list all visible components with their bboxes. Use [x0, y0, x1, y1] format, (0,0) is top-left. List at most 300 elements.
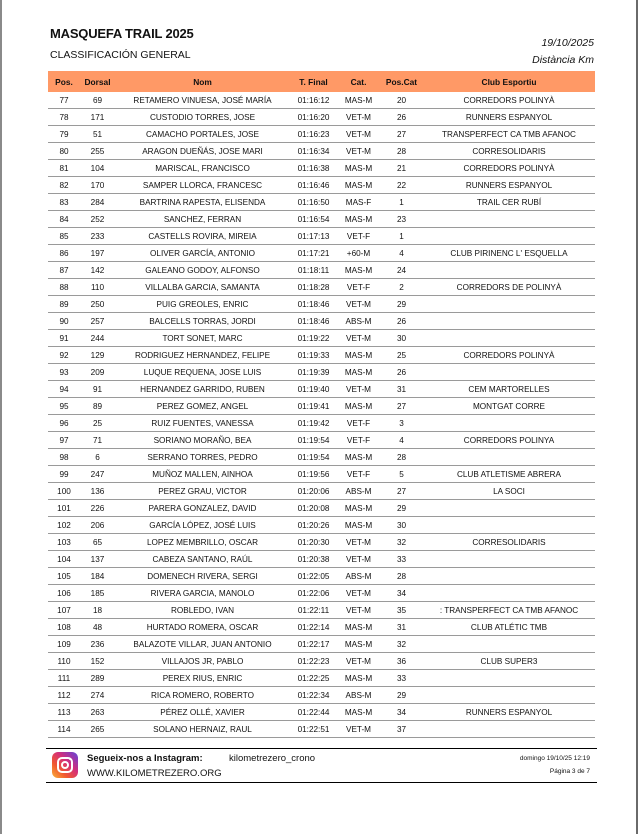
table-header-row — [48, 71, 595, 92]
table-row — [48, 177, 595, 194]
club-cell: RUNNERS ESPANYOL — [423, 109, 595, 126]
category-cell: MAS-M — [337, 636, 380, 653]
time-cell: 01:19:22 — [290, 330, 337, 347]
dorsal-cell: 185 — [80, 585, 115, 602]
page-right-border — [636, 0, 642, 834]
category-cell: VET-M — [337, 551, 380, 568]
club-cell: RUNNERS ESPANYOL — [423, 704, 595, 721]
club-cell: MONTGAT CORRE — [423, 398, 595, 415]
name-cell: HURTADO ROMERA, OSCAR — [115, 619, 290, 636]
col-header-club: Club Esportiu — [481, 76, 537, 87]
category-position-cell: 1 — [380, 194, 423, 211]
category-position-cell: 31 — [380, 619, 423, 636]
name-cell: SAMPER LLORCA, FRANCESC — [115, 177, 290, 194]
name-cell: CABEZA SANTANO, RAÚL — [115, 551, 290, 568]
pos-cell: 87 — [48, 262, 80, 279]
category-cell: MAS-M — [337, 398, 380, 415]
category-position-cell: 4 — [380, 245, 423, 262]
table-row — [48, 585, 595, 602]
name-cell: CASTELLS ROVIRA, MIREIA — [115, 228, 290, 245]
table-row — [48, 194, 595, 211]
table-row — [48, 466, 595, 483]
category-cell: VET-M — [337, 109, 380, 126]
footer-top-rule — [46, 748, 597, 749]
dorsal-cell: 71 — [80, 432, 115, 449]
name-cell: MARISCAL, FRANCISCO — [115, 160, 290, 177]
club-cell — [423, 551, 595, 568]
dorsal-cell: 265 — [80, 721, 115, 738]
time-cell: 01:16:12 — [290, 92, 337, 109]
table-row — [48, 602, 595, 619]
page-left-border — [0, 0, 2, 834]
category-position-cell: 27 — [380, 126, 423, 143]
name-cell: MUÑOZ MALLEN, AINHOA — [115, 466, 290, 483]
pos-cell: 90 — [48, 313, 80, 330]
dorsal-cell: 257 — [80, 313, 115, 330]
time-cell: 01:20:08 — [290, 500, 337, 517]
name-cell: VILLALBA GARCIA, SAMANTA — [115, 279, 290, 296]
club-cell — [423, 211, 595, 228]
pos-cell: 79 — [48, 126, 80, 143]
time-cell: 01:18:11 — [290, 262, 337, 279]
pos-cell: 80 — [48, 143, 80, 160]
dorsal-cell: 89 — [80, 398, 115, 415]
table-row — [48, 92, 595, 109]
dorsal-cell: 51 — [80, 126, 115, 143]
club-cell: LA SOCI — [423, 483, 595, 500]
table-row — [48, 347, 595, 364]
name-cell: SOLANO HERNAIZ, RAUL — [115, 721, 290, 738]
club-cell — [423, 670, 595, 687]
name-cell: BALAZOTE VILLAR, JUAN ANTONIO — [115, 636, 290, 653]
results-table — [48, 71, 595, 738]
club-cell — [423, 517, 595, 534]
dorsal-cell: 110 — [80, 279, 115, 296]
category-cell: MAS-M — [337, 364, 380, 381]
col-header-poscat: Pos.Cat — [385, 76, 418, 87]
time-cell: 01:16:38 — [290, 160, 337, 177]
pos-cell: 109 — [48, 636, 80, 653]
category-position-cell: 2 — [380, 279, 423, 296]
pos-cell: 81 — [48, 160, 80, 177]
pos-cell: 102 — [48, 517, 80, 534]
name-cell: RICA ROMERO, ROBERTO — [115, 687, 290, 704]
category-position-cell: 28 — [380, 449, 423, 466]
club-cell: CORRESOLIDARIS — [423, 143, 595, 160]
name-cell: GALEANO GODOY, ALFONSO — [115, 262, 290, 279]
club-cell: CORREDORS POLINYA — [423, 432, 595, 449]
name-cell: ARAGON DUEÑÁS, JOSE MARI — [115, 143, 290, 160]
time-cell: 01:19:39 — [290, 364, 337, 381]
category-position-cell: 25 — [380, 347, 423, 364]
category-position-cell: 20 — [380, 92, 423, 109]
time-cell: 01:16:34 — [290, 143, 337, 160]
category-position-cell: 28 — [380, 568, 423, 585]
dorsal-cell: 226 — [80, 500, 115, 517]
pos-cell: 97 — [48, 432, 80, 449]
name-cell: CUSTODIO TORRES, JOSE — [115, 109, 290, 126]
table-row — [48, 636, 595, 653]
time-cell: 01:18:46 — [290, 313, 337, 330]
category-position-cell: 32 — [380, 534, 423, 551]
category-position-cell: 21 — [380, 160, 423, 177]
name-cell: PEREX RIUS, ENRIC — [115, 670, 290, 687]
dorsal-cell: 25 — [80, 415, 115, 432]
club-cell: CEM MARTORELLES — [423, 381, 595, 398]
name-cell: TORT SONET, MARC — [115, 330, 290, 347]
club-cell: TRANSPERFECT CA TMB AFANOC — [423, 126, 595, 143]
table-row — [48, 500, 595, 517]
category-cell: VET-M — [337, 143, 380, 160]
dorsal-cell: 197 — [80, 245, 115, 262]
dorsal-cell: 171 — [80, 109, 115, 126]
category-position-cell: 29 — [380, 500, 423, 517]
category-cell: MAS-M — [337, 347, 380, 364]
category-position-cell: 4 — [380, 432, 423, 449]
club-cell — [423, 449, 595, 466]
table-row — [48, 279, 595, 296]
category-position-cell: 5 — [380, 466, 423, 483]
category-position-cell: 24 — [380, 262, 423, 279]
pos-cell: 113 — [48, 704, 80, 721]
time-cell: 01:17:21 — [290, 245, 337, 262]
event-date: 19/10/2025 — [541, 37, 594, 49]
category-cell: MAS-M — [337, 517, 380, 534]
category-cell: VET-M — [337, 381, 380, 398]
category-position-cell: 34 — [380, 704, 423, 721]
dorsal-cell: 184 — [80, 568, 115, 585]
page-subtitle: CLASSIFICACIÓN GENERAL — [50, 49, 191, 61]
category-cell: ABS-M — [337, 313, 380, 330]
name-cell: RODRIGUEZ HERNANDEZ, FELIPE — [115, 347, 290, 364]
table-row — [48, 670, 595, 687]
instagram-handle: kilometrezero_crono — [229, 753, 316, 764]
dorsal-cell: 252 — [80, 211, 115, 228]
category-cell: VET-M — [337, 585, 380, 602]
table-row — [48, 381, 595, 398]
category-cell: VET-M — [337, 296, 380, 313]
page-number: Página 3 de 7 — [549, 768, 590, 775]
category-cell: VET-F — [337, 466, 380, 483]
category-cell: VET-F — [337, 432, 380, 449]
category-position-cell: 3 — [380, 415, 423, 432]
club-cell — [423, 568, 595, 585]
club-cell: RUNNERS ESPANYOL — [423, 177, 595, 194]
category-position-cell: 30 — [380, 517, 423, 534]
category-cell: VET-F — [337, 279, 380, 296]
pos-cell: 78 — [48, 109, 80, 126]
category-cell: VET-M — [337, 534, 380, 551]
category-cell: VET-M — [337, 126, 380, 143]
name-cell: OLIVER GARCÍA, ANTONIO — [115, 245, 290, 262]
table-row — [48, 262, 595, 279]
table-row — [48, 296, 595, 313]
club-cell — [423, 330, 595, 347]
category-position-cell: 27 — [380, 483, 423, 500]
pos-cell: 111 — [48, 670, 80, 687]
category-position-cell: 28 — [380, 143, 423, 160]
category-cell: MAS-F — [337, 194, 380, 211]
col-header-nom: Nom — [193, 76, 212, 87]
dorsal-cell: 247 — [80, 466, 115, 483]
time-cell: 01:22:11 — [290, 602, 337, 619]
dorsal-cell: 233 — [80, 228, 115, 245]
category-cell: MAS-M — [337, 211, 380, 228]
table-row — [48, 143, 595, 160]
time-cell: 01:18:28 — [290, 279, 337, 296]
time-cell: 01:17:13 — [290, 228, 337, 245]
pos-cell: 100 — [48, 483, 80, 500]
club-cell: CORRESOLIDARIS — [423, 534, 595, 551]
category-cell: MAS-M — [337, 704, 380, 721]
pos-cell: 89 — [48, 296, 80, 313]
table-row — [48, 432, 595, 449]
time-cell: 01:20:38 — [290, 551, 337, 568]
club-cell — [423, 687, 595, 704]
time-cell: 01:19:33 — [290, 347, 337, 364]
name-cell: PUIG GREOLES, ENRIC — [115, 296, 290, 313]
club-cell: CORREDORS POLINYÀ — [423, 92, 595, 109]
pos-cell: 101 — [48, 500, 80, 517]
dorsal-cell: 255 — [80, 143, 115, 160]
name-cell: CAMACHO PORTALES, JOSE — [115, 126, 290, 143]
website-link[interactable]: WWW.KILOMETREZERO.ORG — [87, 768, 222, 779]
time-cell: 01:16:46 — [290, 177, 337, 194]
name-cell: BARTRINA RAPESTA, ELISENDA — [115, 194, 290, 211]
name-cell: RETAMERO VINUESA, JOSÉ MARÍA — [115, 92, 290, 109]
category-cell: VET-F — [337, 415, 380, 432]
time-cell: 01:22:06 — [290, 585, 337, 602]
category-cell: ABS-M — [337, 483, 380, 500]
pos-cell: 92 — [48, 347, 80, 364]
category-position-cell: 31 — [380, 381, 423, 398]
table-row — [48, 211, 595, 228]
table-row — [48, 109, 595, 126]
time-cell: 01:16:23 — [290, 126, 337, 143]
table-row — [48, 364, 595, 381]
dorsal-cell: 137 — [80, 551, 115, 568]
dorsal-cell: 263 — [80, 704, 115, 721]
category-cell: MAS-M — [337, 619, 380, 636]
pos-cell: 95 — [48, 398, 80, 415]
time-cell: 01:19:40 — [290, 381, 337, 398]
category-position-cell: 33 — [380, 551, 423, 568]
name-cell: PEREZ GRAU, VICTOR — [115, 483, 290, 500]
time-cell: 01:18:46 — [290, 296, 337, 313]
pos-cell: 108 — [48, 619, 80, 636]
pos-cell: 112 — [48, 687, 80, 704]
dorsal-cell: 289 — [80, 670, 115, 687]
time-cell: 01:19:42 — [290, 415, 337, 432]
col-header-dorsal: Dorsal — [84, 76, 111, 87]
club-cell: CLUB PIRINENC L' ESQUELLA — [423, 245, 595, 262]
category-position-cell: 26 — [380, 109, 423, 126]
time-cell: 01:22:44 — [290, 704, 337, 721]
time-cell: 01:22:17 — [290, 636, 337, 653]
time-cell: 01:22:23 — [290, 653, 337, 670]
category-cell: MAS-M — [337, 500, 380, 517]
category-cell: ABS-M — [337, 687, 380, 704]
pos-cell: 114 — [48, 721, 80, 738]
pos-cell: 84 — [48, 211, 80, 228]
instagram-follow-label: Segueix-nos a Instagram: — [87, 753, 203, 764]
category-cell: VET-M — [337, 602, 380, 619]
club-cell: CLUB ATLETISME ABRERA — [423, 466, 595, 483]
pos-cell: 91 — [48, 330, 80, 347]
pos-cell: 104 — [48, 551, 80, 568]
table-row — [48, 245, 595, 262]
category-cell: MAS-M — [337, 92, 380, 109]
dorsal-cell: 65 — [80, 534, 115, 551]
category-cell: MAS-M — [337, 262, 380, 279]
time-cell: 01:22:34 — [290, 687, 337, 704]
category-position-cell: 27 — [380, 398, 423, 415]
dorsal-cell: 209 — [80, 364, 115, 381]
name-cell: RIVERA GARCIA, MANOLO — [115, 585, 290, 602]
name-cell: VILLAJOS JR, PABLO — [115, 653, 290, 670]
time-cell: 01:20:30 — [290, 534, 337, 551]
time-cell: 01:22:51 — [290, 721, 337, 738]
club-cell: CORREDORS POLINYÀ — [423, 347, 595, 364]
time-cell: 01:22:05 — [290, 568, 337, 585]
category-position-cell: 34 — [380, 585, 423, 602]
time-cell: 01:16:50 — [290, 194, 337, 211]
name-cell: RUIZ FUENTES, VANESSA — [115, 415, 290, 432]
table-row — [48, 534, 595, 551]
table-row — [48, 704, 595, 721]
name-cell: PÉREZ OLLÉ, XAVIER — [115, 704, 290, 721]
time-cell: 01:22:25 — [290, 670, 337, 687]
category-position-cell: 23 — [380, 211, 423, 228]
dorsal-cell: 6 — [80, 449, 115, 466]
name-cell: SERRANO TORRES, PEDRO — [115, 449, 290, 466]
dorsal-cell: 274 — [80, 687, 115, 704]
category-position-cell: 30 — [380, 330, 423, 347]
pos-cell: 85 — [48, 228, 80, 245]
club-cell — [423, 415, 595, 432]
category-position-cell: 32 — [380, 636, 423, 653]
category-cell: VET-M — [337, 653, 380, 670]
print-timestamp: domingo 19/10/25 12:19 — [519, 755, 590, 762]
name-cell: SORIANO MORAÑO, BEA — [115, 432, 290, 449]
time-cell: 01:20:26 — [290, 517, 337, 534]
club-cell — [423, 313, 595, 330]
dorsal-cell: 18 — [80, 602, 115, 619]
dorsal-cell: 48 — [80, 619, 115, 636]
pos-cell: 106 — [48, 585, 80, 602]
pos-cell: 96 — [48, 415, 80, 432]
club-cell: TRAIL CER RUBÍ — [423, 194, 595, 211]
category-position-cell: 37 — [380, 721, 423, 738]
footer-bottom-rule — [46, 782, 597, 783]
category-cell: ABS-M — [337, 568, 380, 585]
time-cell: 01:19:54 — [290, 449, 337, 466]
club-cell — [423, 364, 595, 381]
category-position-cell: 26 — [380, 313, 423, 330]
name-cell: HERNANDEZ GARRIDO, RUBEN — [115, 381, 290, 398]
dorsal-cell: 129 — [80, 347, 115, 364]
table-row — [48, 160, 595, 177]
instagram-icon — [52, 752, 78, 778]
name-cell: PARERA GONZALEZ, DAVID — [115, 500, 290, 517]
table-row — [48, 449, 595, 466]
club-cell — [423, 262, 595, 279]
name-cell: LOPEZ MEMBRILLO, OSCAR — [115, 534, 290, 551]
time-cell: 01:16:54 — [290, 211, 337, 228]
table-row — [48, 517, 595, 534]
name-cell: LUQUE REQUENA, JOSE LUIS — [115, 364, 290, 381]
pos-cell: 88 — [48, 279, 80, 296]
pos-cell: 99 — [48, 466, 80, 483]
category-position-cell: 29 — [380, 687, 423, 704]
table-row — [48, 483, 595, 500]
pos-cell: 94 — [48, 381, 80, 398]
col-header-cat: Cat. — [350, 76, 367, 87]
name-cell: GARCÍA LÓPEZ, JOSÉ LUIS — [115, 517, 290, 534]
category-cell: VET-M — [337, 721, 380, 738]
pos-cell: 83 — [48, 194, 80, 211]
pos-cell: 86 — [48, 245, 80, 262]
dorsal-cell: 170 — [80, 177, 115, 194]
club-cell — [423, 585, 595, 602]
club-cell — [423, 721, 595, 738]
dorsal-cell: 104 — [80, 160, 115, 177]
time-cell: 01:20:06 — [290, 483, 337, 500]
table-row — [48, 398, 595, 415]
pos-cell: 77 — [48, 92, 80, 109]
pos-cell: 107 — [48, 602, 80, 619]
pos-cell: 103 — [48, 534, 80, 551]
dorsal-cell: 69 — [80, 92, 115, 109]
name-cell: SANCHEZ, FERRAN — [115, 211, 290, 228]
club-cell — [423, 500, 595, 517]
category-position-cell: 22 — [380, 177, 423, 194]
category-cell: +60-M — [337, 245, 380, 262]
club-cell: CLUB ATLÉTIC TMB — [423, 619, 595, 636]
club-cell — [423, 636, 595, 653]
dorsal-cell: 142 — [80, 262, 115, 279]
name-cell: DOMENECH RIVERA, SERGI — [115, 568, 290, 585]
club-cell: CORREDORS POLINYÀ — [423, 160, 595, 177]
club-cell — [423, 296, 595, 313]
club-cell — [423, 228, 595, 245]
category-cell: MAS-M — [337, 160, 380, 177]
table-row — [48, 313, 595, 330]
category-cell: MAS-M — [337, 670, 380, 687]
club-cell: CORREDORS DE POLINYÀ — [423, 279, 595, 296]
dorsal-cell: 244 — [80, 330, 115, 347]
table-row — [48, 330, 595, 347]
category-position-cell: 35 — [380, 602, 423, 619]
pos-cell: 98 — [48, 449, 80, 466]
name-cell: PEREZ GOMEZ, ANGEL — [115, 398, 290, 415]
category-position-cell: 36 — [380, 653, 423, 670]
category-cell: MAS-M — [337, 177, 380, 194]
dorsal-cell: 206 — [80, 517, 115, 534]
time-cell: 01:19:41 — [290, 398, 337, 415]
table-row — [48, 551, 595, 568]
category-cell: MAS-M — [337, 449, 380, 466]
col-header-time: T. Final — [299, 76, 328, 87]
table-row — [48, 721, 595, 738]
name-cell: BALCELLS TORRAS, JORDI — [115, 313, 290, 330]
page-title: MASQUEFA TRAIL 2025 — [50, 26, 194, 41]
dorsal-cell: 136 — [80, 483, 115, 500]
category-cell: VET-M — [337, 330, 380, 347]
club-cell: : TRANSPERFECT CA TMB AFANOC — [423, 602, 595, 619]
table-row — [48, 653, 595, 670]
pos-cell: 93 — [48, 364, 80, 381]
